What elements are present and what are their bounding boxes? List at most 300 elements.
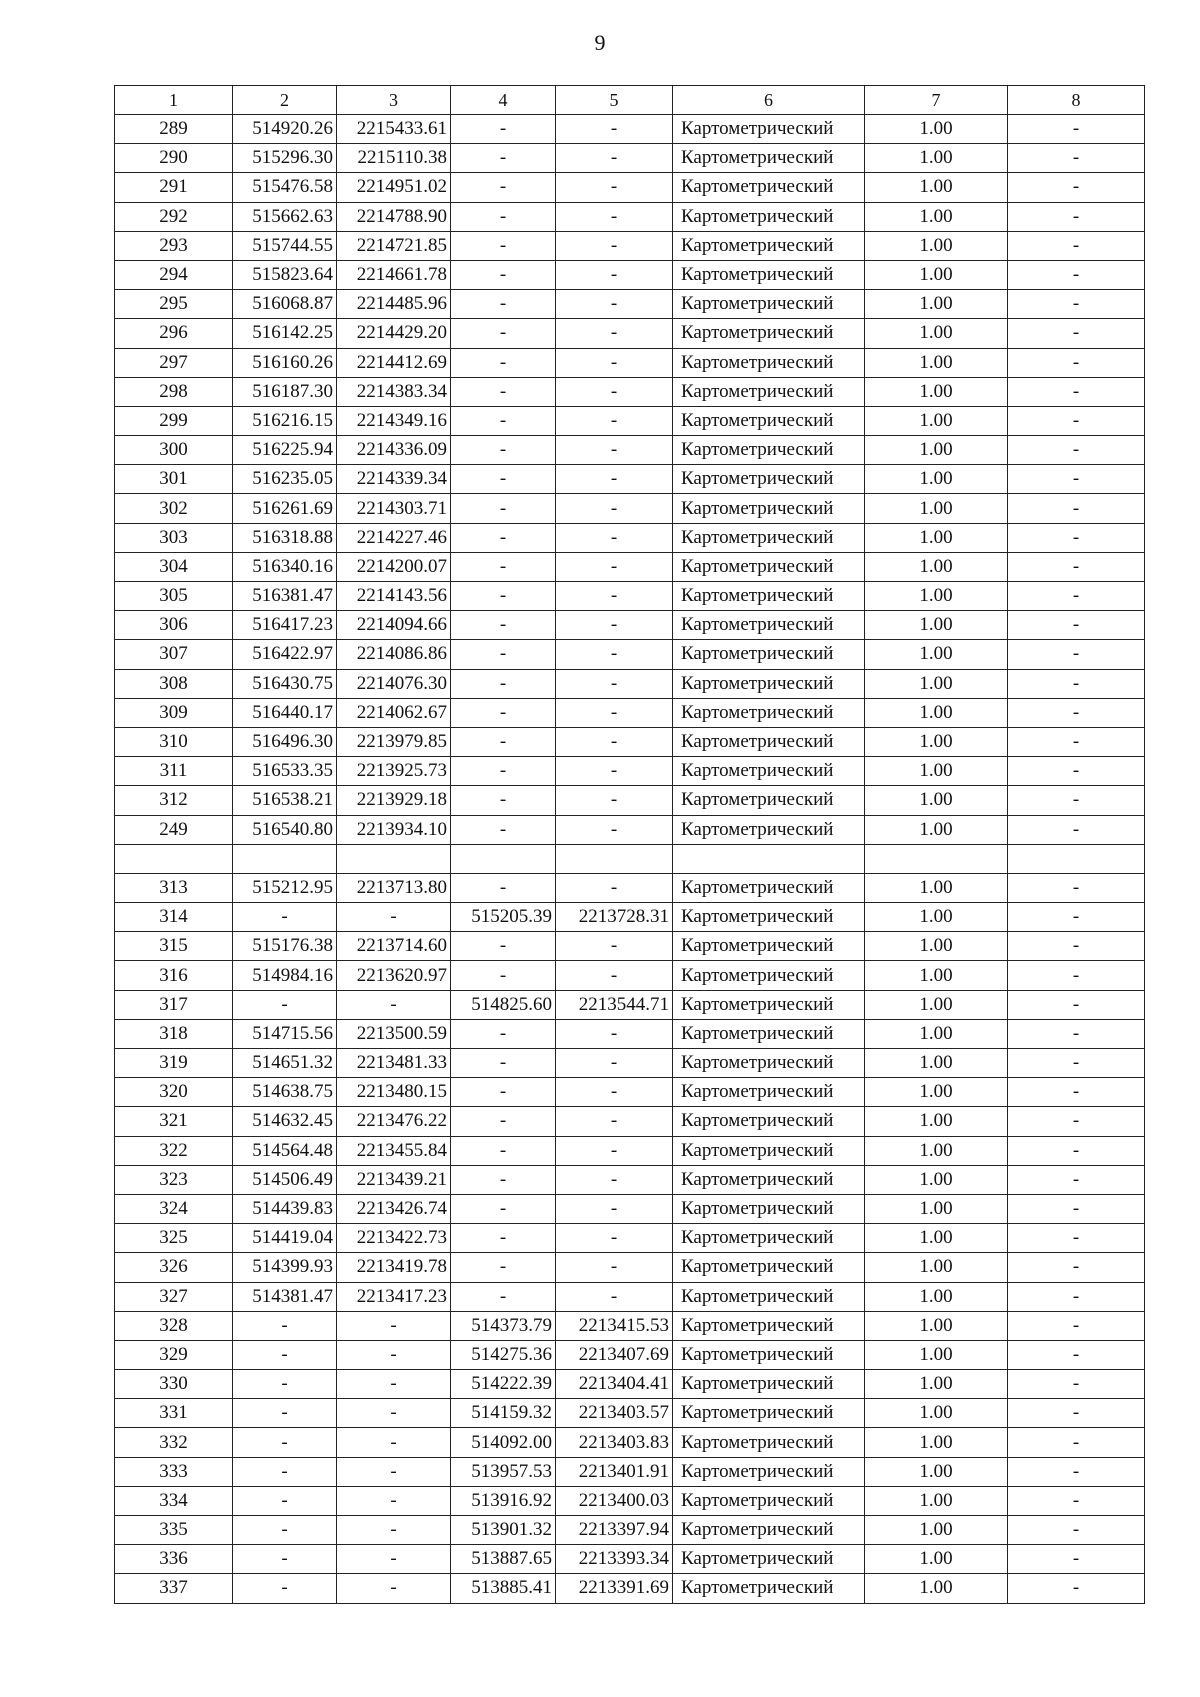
table-row <box>115 1049 1145 1078</box>
point-number-cell: 307 <box>115 640 233 669</box>
accuracy-cell: 1.00 <box>865 436 1008 465</box>
accuracy-cell: 1.00 <box>865 757 1008 786</box>
accuracy-cell: 1.00 <box>865 1224 1008 1253</box>
accuracy-cell: 1.00 <box>865 990 1008 1019</box>
note-cell: - <box>1008 1370 1145 1399</box>
point-number-cell: 293 <box>115 231 233 260</box>
table-row <box>115 260 1145 289</box>
x-coordinate-new-cell: - <box>451 436 556 465</box>
y-coordinate-cell: 2213419.78 <box>337 1253 451 1282</box>
x-coordinate-cell: 516187.30 <box>233 377 337 406</box>
x-coordinate-new-cell: - <box>451 260 556 289</box>
point-number-cell: 334 <box>115 1486 233 1515</box>
point-number-cell: 314 <box>115 903 233 932</box>
y-coordinate-new-cell: - <box>556 1136 673 1165</box>
accuracy-cell: 1.00 <box>865 523 1008 552</box>
method-cell: Картометрический <box>673 202 865 231</box>
table-row <box>115 669 1145 698</box>
note-cell: - <box>1008 961 1145 990</box>
table-row <box>115 1516 1145 1545</box>
note-cell: - <box>1008 1311 1145 1340</box>
method-cell: Картометрический <box>673 377 865 406</box>
table-row <box>115 1282 1145 1311</box>
method-cell: Картометрический <box>673 115 865 144</box>
point-number-cell: 301 <box>115 465 233 494</box>
x-coordinate-cell: 515744.55 <box>233 231 337 260</box>
note-cell: - <box>1008 523 1145 552</box>
accuracy-cell: 1.00 <box>865 144 1008 173</box>
accuracy-cell: 1.00 <box>865 1019 1008 1048</box>
note-cell: - <box>1008 1399 1145 1428</box>
y-coordinate-cell: 2215433.61 <box>337 115 451 144</box>
x-coordinate-cell <box>233 844 337 873</box>
column-header: 8 <box>1008 86 1145 115</box>
accuracy-cell: 1.00 <box>865 1136 1008 1165</box>
accuracy-cell: 1.00 <box>865 1194 1008 1223</box>
column-header: 2 <box>233 86 337 115</box>
table-row <box>115 1194 1145 1223</box>
note-cell: - <box>1008 727 1145 756</box>
y-coordinate-new-cell: - <box>556 815 673 844</box>
point-number-cell: 315 <box>115 932 233 961</box>
note-cell: - <box>1008 990 1145 1019</box>
y-coordinate-cell: 2214383.34 <box>337 377 451 406</box>
table-row <box>115 582 1145 611</box>
y-coordinate-cell: 2214339.34 <box>337 465 451 494</box>
accuracy-cell: 1.00 <box>865 1545 1008 1574</box>
table-row <box>115 173 1145 202</box>
x-coordinate-cell: 515176.38 <box>233 932 337 961</box>
table-row <box>115 1136 1145 1165</box>
point-number-cell: 320 <box>115 1078 233 1107</box>
point-number-cell: 291 <box>115 173 233 202</box>
accuracy-cell: 1.00 <box>865 231 1008 260</box>
x-coordinate-new-cell: - <box>451 348 556 377</box>
x-coordinate-cell: 514984.16 <box>233 961 337 990</box>
y-coordinate-new-cell: - <box>556 698 673 727</box>
note-cell: - <box>1008 1428 1145 1457</box>
x-coordinate-cell: 515823.64 <box>233 260 337 289</box>
y-coordinate-cell: 2214143.56 <box>337 582 451 611</box>
y-coordinate-cell: 2213426.74 <box>337 1194 451 1223</box>
method-cell: Картометрический <box>673 436 865 465</box>
table-row <box>115 990 1145 1019</box>
note-cell: - <box>1008 202 1145 231</box>
x-coordinate-new-cell: - <box>451 1136 556 1165</box>
note-cell: - <box>1008 377 1145 406</box>
table-row <box>115 1457 1145 1486</box>
table-row <box>115 1253 1145 1282</box>
x-coordinate-new-cell: - <box>451 727 556 756</box>
accuracy-cell: 1.00 <box>865 319 1008 348</box>
point-number-cell: 311 <box>115 757 233 786</box>
y-coordinate-cell: 2214094.66 <box>337 611 451 640</box>
accuracy-cell <box>865 844 1008 873</box>
x-coordinate-cell: 516068.87 <box>233 290 337 319</box>
y-coordinate-cell: 2213979.85 <box>337 727 451 756</box>
method-cell: Картометрический <box>673 1370 865 1399</box>
table-row <box>115 961 1145 990</box>
method-cell: Картометрический <box>673 1545 865 1574</box>
x-coordinate-new-cell: - <box>451 582 556 611</box>
accuracy-cell: 1.00 <box>865 1107 1008 1136</box>
table-row <box>115 1574 1145 1603</box>
y-coordinate-cell <box>337 844 451 873</box>
y-coordinate-new-cell: - <box>556 757 673 786</box>
accuracy-cell: 1.00 <box>865 1340 1008 1369</box>
y-coordinate-cell: 2214412.69 <box>337 348 451 377</box>
y-coordinate-cell: 2213417.23 <box>337 1282 451 1311</box>
note-cell: - <box>1008 1516 1145 1545</box>
table-row <box>115 465 1145 494</box>
y-coordinate-cell: 2214429.20 <box>337 319 451 348</box>
x-coordinate-new-cell: - <box>451 465 556 494</box>
point-number-cell: 303 <box>115 523 233 552</box>
x-coordinate-new-cell: - <box>451 173 556 202</box>
x-coordinate-cell: 516235.05 <box>233 465 337 494</box>
method-cell: Картометрический <box>673 494 865 523</box>
point-number-cell: 305 <box>115 582 233 611</box>
y-coordinate-new-cell: - <box>556 1078 673 1107</box>
x-coordinate-new-cell: 514825.60 <box>451 990 556 1019</box>
x-coordinate-new-cell: 514275.36 <box>451 1340 556 1369</box>
table-row <box>115 1399 1145 1428</box>
note-cell: - <box>1008 698 1145 727</box>
y-coordinate-new-cell: - <box>556 465 673 494</box>
table-body <box>115 86 1145 1604</box>
point-number-cell: 318 <box>115 1019 233 1048</box>
x-coordinate-cell: 516538.21 <box>233 786 337 815</box>
method-cell: Картометрический <box>673 1019 865 1048</box>
table-row <box>115 611 1145 640</box>
accuracy-cell: 1.00 <box>865 290 1008 319</box>
x-coordinate-new-cell: 514373.79 <box>451 1311 556 1340</box>
table-row <box>115 932 1145 961</box>
x-coordinate-new-cell: 513887.65 <box>451 1545 556 1574</box>
accuracy-cell: 1.00 <box>865 582 1008 611</box>
y-coordinate-cell: 2213439.21 <box>337 1165 451 1194</box>
note-cell: - <box>1008 1107 1145 1136</box>
accuracy-cell: 1.00 <box>865 669 1008 698</box>
accuracy-cell: 1.00 <box>865 1516 1008 1545</box>
method-cell: Картометрический <box>673 990 865 1019</box>
method-cell <box>673 844 865 873</box>
note-cell: - <box>1008 1194 1145 1223</box>
table-row <box>115 494 1145 523</box>
y-coordinate-new-cell: - <box>556 1282 673 1311</box>
table-row <box>115 1165 1145 1194</box>
method-cell: Картометрический <box>673 640 865 669</box>
y-coordinate-cell: - <box>337 1340 451 1369</box>
x-coordinate-cell: 514399.93 <box>233 1253 337 1282</box>
y-coordinate-cell: 2213476.22 <box>337 1107 451 1136</box>
y-coordinate-new-cell: - <box>556 348 673 377</box>
method-cell: Картометрический <box>673 260 865 289</box>
accuracy-cell: 1.00 <box>865 932 1008 961</box>
method-cell: Картометрический <box>673 727 865 756</box>
point-number-cell: 331 <box>115 1399 233 1428</box>
x-coordinate-new-cell: - <box>451 1165 556 1194</box>
table-row <box>115 640 1145 669</box>
y-coordinate-new-cell: - <box>556 961 673 990</box>
table-header-row <box>115 86 1145 115</box>
x-coordinate-new-cell: - <box>451 377 556 406</box>
x-coordinate-new-cell: - <box>451 669 556 698</box>
y-coordinate-new-cell: - <box>556 436 673 465</box>
y-coordinate-cell: 2214062.67 <box>337 698 451 727</box>
note-cell: - <box>1008 494 1145 523</box>
note-cell: - <box>1008 406 1145 435</box>
point-number-cell: 306 <box>115 611 233 640</box>
accuracy-cell: 1.00 <box>865 465 1008 494</box>
y-coordinate-new-cell: 2213401.91 <box>556 1457 673 1486</box>
accuracy-cell: 1.00 <box>865 961 1008 990</box>
point-number-cell: 337 <box>115 1574 233 1603</box>
y-coordinate-new-cell: - <box>556 727 673 756</box>
x-coordinate-cell: - <box>233 1486 337 1515</box>
x-coordinate-cell: 514632.45 <box>233 1107 337 1136</box>
x-coordinate-cell: 516318.88 <box>233 523 337 552</box>
y-coordinate-new-cell <box>556 844 673 873</box>
method-cell: Картометрический <box>673 903 865 932</box>
y-coordinate-new-cell: 2213728.31 <box>556 903 673 932</box>
x-coordinate-cell: 514638.75 <box>233 1078 337 1107</box>
point-number-cell: 297 <box>115 348 233 377</box>
method-cell: Картометрический <box>673 523 865 552</box>
x-coordinate-new-cell: - <box>451 1019 556 1048</box>
method-cell: Картометрический <box>673 1253 865 1282</box>
note-cell: - <box>1008 1019 1145 1048</box>
method-cell: Картометрический <box>673 611 865 640</box>
point-number-cell: 304 <box>115 552 233 581</box>
point-number-cell: 329 <box>115 1340 233 1369</box>
point-number-cell <box>115 844 233 873</box>
y-coordinate-new-cell: - <box>556 1194 673 1223</box>
accuracy-cell: 1.00 <box>865 873 1008 902</box>
x-coordinate-new-cell: - <box>451 815 556 844</box>
note-cell: - <box>1008 465 1145 494</box>
point-number-cell: 316 <box>115 961 233 990</box>
x-coordinate-cell: 516261.69 <box>233 494 337 523</box>
note-cell: - <box>1008 1574 1145 1603</box>
y-coordinate-cell: 2214721.85 <box>337 231 451 260</box>
x-coordinate-cell: - <box>233 1340 337 1369</box>
table-row <box>115 202 1145 231</box>
table-row <box>115 1078 1145 1107</box>
table-row <box>115 319 1145 348</box>
point-number-cell: 294 <box>115 260 233 289</box>
accuracy-cell: 1.00 <box>865 1078 1008 1107</box>
method-cell: Картометрический <box>673 698 865 727</box>
y-coordinate-cell: - <box>337 1486 451 1515</box>
y-coordinate-cell: - <box>337 1574 451 1603</box>
y-coordinate-cell: - <box>337 1516 451 1545</box>
y-coordinate-cell: 2213500.59 <box>337 1019 451 1048</box>
coordinates-table <box>114 85 1145 1604</box>
x-coordinate-cell: 516533.35 <box>233 757 337 786</box>
y-coordinate-cell: 2213713.80 <box>337 873 451 902</box>
note-cell: - <box>1008 873 1145 902</box>
y-coordinate-new-cell: - <box>556 1253 673 1282</box>
y-coordinate-new-cell: - <box>556 202 673 231</box>
x-coordinate-new-cell: - <box>451 698 556 727</box>
point-number-cell: 302 <box>115 494 233 523</box>
x-coordinate-new-cell: - <box>451 961 556 990</box>
table-row <box>115 348 1145 377</box>
method-cell: Картометрический <box>673 1574 865 1603</box>
y-coordinate-cell: 2213714.60 <box>337 932 451 961</box>
y-coordinate-new-cell: - <box>556 1224 673 1253</box>
x-coordinate-cell: 516142.25 <box>233 319 337 348</box>
y-coordinate-cell: 2215110.38 <box>337 144 451 173</box>
method-cell: Картометрический <box>673 1399 865 1428</box>
y-coordinate-new-cell: - <box>556 406 673 435</box>
y-coordinate-new-cell: - <box>556 786 673 815</box>
method-cell: Картометрический <box>673 582 865 611</box>
x-coordinate-new-cell: - <box>451 757 556 786</box>
y-coordinate-new-cell: - <box>556 523 673 552</box>
table-row <box>115 698 1145 727</box>
point-number-cell: 308 <box>115 669 233 698</box>
point-number-cell: 310 <box>115 727 233 756</box>
note-cell: - <box>1008 815 1145 844</box>
method-cell: Картометрический <box>673 1107 865 1136</box>
y-coordinate-cell: 2213455.84 <box>337 1136 451 1165</box>
point-number-cell: 335 <box>115 1516 233 1545</box>
accuracy-cell: 1.00 <box>865 903 1008 932</box>
y-coordinate-cell: 2213929.18 <box>337 786 451 815</box>
accuracy-cell: 1.00 <box>865 1311 1008 1340</box>
y-coordinate-new-cell: - <box>556 173 673 202</box>
method-cell: Картометрический <box>673 1486 865 1515</box>
x-coordinate-cell: 516417.23 <box>233 611 337 640</box>
table-row <box>115 1370 1145 1399</box>
point-number-cell: 290 <box>115 144 233 173</box>
y-coordinate-cell: - <box>337 1311 451 1340</box>
accuracy-cell: 1.00 <box>865 1165 1008 1194</box>
page-number: 9 <box>594 30 606 55</box>
y-coordinate-new-cell: - <box>556 640 673 669</box>
point-number-cell: 312 <box>115 786 233 815</box>
note-cell: - <box>1008 1253 1145 1282</box>
x-coordinate-new-cell: - <box>451 1253 556 1282</box>
note-cell: - <box>1008 348 1145 377</box>
x-coordinate-new-cell: 513901.32 <box>451 1516 556 1545</box>
accuracy-cell: 1.00 <box>865 1370 1008 1399</box>
x-coordinate-cell: - <box>233 1574 337 1603</box>
x-coordinate-cell: 516440.17 <box>233 698 337 727</box>
x-coordinate-cell: 516381.47 <box>233 582 337 611</box>
method-cell: Картометрический <box>673 1049 865 1078</box>
x-coordinate-new-cell: - <box>451 406 556 435</box>
accuracy-cell: 1.00 <box>865 1428 1008 1457</box>
x-coordinate-cell: 516430.75 <box>233 669 337 698</box>
method-cell: Картометрический <box>673 1194 865 1223</box>
table-row <box>115 1019 1145 1048</box>
x-coordinate-cell: 516540.80 <box>233 815 337 844</box>
y-coordinate-cell: 2213481.33 <box>337 1049 451 1078</box>
method-cell: Картометрический <box>673 231 865 260</box>
column-header: 7 <box>865 86 1008 115</box>
note-cell: - <box>1008 319 1145 348</box>
y-coordinate-new-cell: - <box>556 1049 673 1078</box>
x-coordinate-new-cell: 513957.53 <box>451 1457 556 1486</box>
y-coordinate-new-cell: - <box>556 144 673 173</box>
x-coordinate-cell: 515662.63 <box>233 202 337 231</box>
x-coordinate-new-cell: - <box>451 523 556 552</box>
y-coordinate-new-cell: - <box>556 552 673 581</box>
x-coordinate-new-cell: - <box>451 1224 556 1253</box>
y-coordinate-cell: 2214485.96 <box>337 290 451 319</box>
accuracy-cell: 1.00 <box>865 727 1008 756</box>
note-cell: - <box>1008 1136 1145 1165</box>
x-coordinate-cell: 514564.48 <box>233 1136 337 1165</box>
y-coordinate-cell: - <box>337 1457 451 1486</box>
note-cell: - <box>1008 1282 1145 1311</box>
y-coordinate-cell: - <box>337 903 451 932</box>
point-number-cell: 299 <box>115 406 233 435</box>
accuracy-cell: 1.00 <box>865 1399 1008 1428</box>
y-coordinate-cell: 2214076.30 <box>337 669 451 698</box>
x-coordinate-cell: 514506.49 <box>233 1165 337 1194</box>
accuracy-cell: 1.00 <box>865 494 1008 523</box>
note-cell: - <box>1008 290 1145 319</box>
x-coordinate-cell: 516160.26 <box>233 348 337 377</box>
point-number-cell: 321 <box>115 1107 233 1136</box>
x-coordinate-cell: - <box>233 990 337 1019</box>
point-number-cell: 317 <box>115 990 233 1019</box>
method-cell: Картометрический <box>673 144 865 173</box>
note-cell: - <box>1008 260 1145 289</box>
accuracy-cell: 1.00 <box>865 1049 1008 1078</box>
y-coordinate-new-cell: - <box>556 377 673 406</box>
x-coordinate-new-cell: 515205.39 <box>451 903 556 932</box>
point-number-cell: 336 <box>115 1545 233 1574</box>
y-coordinate-new-cell: - <box>556 290 673 319</box>
y-coordinate-new-cell: 2213544.71 <box>556 990 673 1019</box>
note-cell: - <box>1008 1545 1145 1574</box>
column-header: 3 <box>337 86 451 115</box>
y-coordinate-new-cell: - <box>556 873 673 902</box>
point-number-cell: 292 <box>115 202 233 231</box>
table-row <box>115 552 1145 581</box>
y-coordinate-new-cell: 2213393.34 <box>556 1545 673 1574</box>
note-cell: - <box>1008 786 1145 815</box>
point-number-cell: 326 <box>115 1253 233 1282</box>
table-row <box>115 1428 1145 1457</box>
x-coordinate-cell: - <box>233 1399 337 1428</box>
point-number-cell: 330 <box>115 1370 233 1399</box>
y-coordinate-cell: - <box>337 990 451 1019</box>
point-number-cell: 323 <box>115 1165 233 1194</box>
y-coordinate-new-cell: 2213400.03 <box>556 1486 673 1515</box>
accuracy-cell: 1.00 <box>865 202 1008 231</box>
x-coordinate-cell: 514439.83 <box>233 1194 337 1223</box>
x-coordinate-new-cell: - <box>451 290 556 319</box>
method-cell: Картометрический <box>673 757 865 786</box>
table-row <box>115 815 1145 844</box>
point-number-cell: 328 <box>115 1311 233 1340</box>
x-coordinate-cell: 515476.58 <box>233 173 337 202</box>
accuracy-cell: 1.00 <box>865 815 1008 844</box>
point-number-cell: 249 <box>115 815 233 844</box>
column-header: 4 <box>451 86 556 115</box>
y-coordinate-new-cell: 2213397.94 <box>556 1516 673 1545</box>
method-cell: Картометрический <box>673 932 865 961</box>
accuracy-cell: 1.00 <box>865 552 1008 581</box>
y-coordinate-new-cell: 2213404.41 <box>556 1370 673 1399</box>
point-number-cell: 309 <box>115 698 233 727</box>
